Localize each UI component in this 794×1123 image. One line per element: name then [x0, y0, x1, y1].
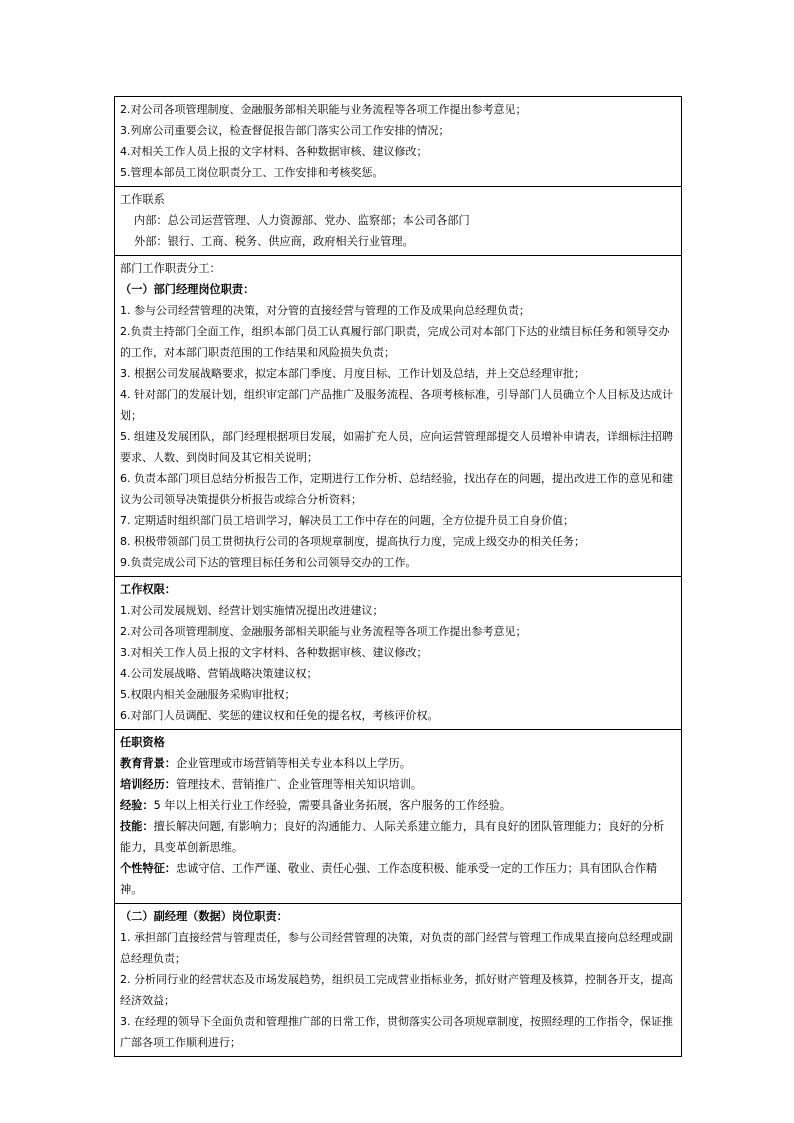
list-item: 6. 负责本部门项目总结分析报告工作，定期进行工作分析、总结经验，找出存在的问题，提出改进工作的意见和建议为公司领导决策提供分析报告或综合分析资料；: [120, 472, 673, 506]
list-item: 3. 在经理的领导下全面负责和管理推广部的日常工作，贯彻落实公司各项规章制度，按照经理的工作指令，保证推广部各项工作顺利进行；: [120, 1015, 673, 1049]
list-item: 2.对公司各项管理制度、金融服务部相关职能与业务流程等各项工作提出参考意见；: [120, 625, 527, 638]
external-contact: 外部：银行、工商、税务、供应商，政府相关行业管理。: [134, 235, 414, 248]
list-item: 2.对公司各项管理制度、金融服务部相关职能与业务流程等各项工作提出参考意见；: [120, 103, 527, 116]
work-contact-title: 工作联系: [120, 193, 165, 206]
list-item: 4. 针对部门的发展计划，组织审定部门产品推广及服务流程、各项考核标准，引导部门人员确立个人目标及达成计划；: [120, 388, 673, 422]
qualification-cell: [115, 730, 681, 904]
experience-line: [120, 795, 675, 816]
training-line: [120, 774, 675, 795]
list-item: 2. 分析同行业的经营状态及市场发展趋势，组织员工完成营业指标业务，抓好财产管理及核算，控制各开支，提高经济效益；: [120, 973, 673, 1007]
deputy-duties-cell: [115, 904, 681, 1056]
personality-line: [120, 858, 675, 900]
list-item: 1.对公司发展规划、经营计划实施情况提出改进建议；: [120, 604, 384, 617]
education-value: 企业管理或市场营销等相关专业本科以上学历。: [175, 757, 411, 770]
qualification-heading: 任职资格: [120, 736, 165, 749]
deputy-duties-heading: （二）副经理（数据）岗位职责：: [120, 910, 288, 923]
experience-label: 经验：: [120, 799, 154, 812]
internal-contact: 内部：总公司运营管理、人力资源部、党办、监察部；本公司各部门: [134, 214, 470, 227]
authority-cell: [115, 577, 681, 730]
skills-line: [120, 816, 675, 858]
list-item: 1. 承担部门直接经营与管理责任，参与公司经营管理的决策，对负责的部门经营与管理工作成果直接向总经理或副总经理负责；: [120, 931, 673, 965]
list-item: 2.负责主持部门全面工作，组织本部门员工认真履行部门职责，完成公司对本部门下达的业绩目标任务和领导交办的工作，对本部门职责范围的工作结果和风险损失负责；: [120, 325, 670, 359]
list-item: 8. 积极带领部门员工贯彻执行公司的各项规章制度，提高执行力度，完成上级交办的相关任务；: [120, 535, 585, 548]
list-item: 4.对相关工作人员上报的文字材料、各种数据审核、建议修改；: [120, 145, 428, 158]
list-item: 3.对相关工作人员上报的文字材料、各种数据审核、建议修改；: [120, 646, 428, 659]
duties-intro: 部门工作职责分工：: [120, 262, 221, 275]
list-item: 5.管理本部员工岗位职责分工、工作安排和考核奖惩。: [120, 166, 384, 179]
list-item: 9.负责完成公司下达的管理目标任务和公司领导交办的工作。: [120, 556, 417, 569]
work-contact-cell: [115, 187, 681, 256]
list-item: 5.权限内相关金融服务采购审批权；: [120, 688, 296, 701]
list-item: 6.对部门人员调配、奖惩的建议权和任免的提名权，考核评价权。: [120, 709, 439, 722]
training-label: 培训经历：: [120, 778, 176, 791]
manager-duties-cell: [115, 256, 681, 577]
skills-value: 擅长解决问题, 有影响力；良好的沟通能力、人际关系建立能力，具有良好的团队管理能力；良好的分析能力，具变革创新思维。: [120, 820, 665, 854]
education-line: [120, 753, 675, 774]
skills-label: 技能：: [120, 820, 154, 833]
education-label: 教育背景：: [120, 757, 176, 770]
responsibilities-continued-cell: [115, 97, 681, 187]
list-item: 7. 定期适时组织部门员工培训学习，解决员工工作中存在的问题，全方位提升员工自身价值；: [120, 514, 574, 527]
list-item: 5. 组建及发展团队，部门经理根据项目发展，如需扩充人员，应向运营管理部提交人员增补申请表，详细标注招聘要求、人数、到岗时间及其它相关说明；: [120, 430, 673, 464]
list-item: 3.列席公司重要会议，检查督促报告部门落实公司工作安排的情况；: [120, 124, 450, 137]
personality-value: 忠诚守信、工作严谨、敬业、责任心强、工作态度积极、能承受一定的工作压力；具有团队合作精神。: [120, 862, 658, 896]
training-value: 管理技术、营销推广、企业管理等相关知识培训。: [175, 778, 423, 791]
list-item: 1. 参与公司经营管理的决策，对分管的直接经营与管理的工作及成果向总经理负责；: [120, 304, 530, 317]
personality-label: 个性特征：: [120, 862, 176, 875]
authority-heading: 工作权限：: [120, 583, 176, 596]
list-item: 3. 根据公司发展战略要求，拟定本部门季度、月度目标、工作计划及总结，并上交总经理审批；: [120, 367, 585, 380]
job-description-table: [114, 96, 682, 1057]
manager-duties-heading: （一）部门经理岗位职责：: [120, 283, 255, 296]
list-item: 4.公司发展战略、营销战略决策建议权；: [120, 667, 318, 680]
experience-value: 5 年以上相关行业工作经验，需要具备业务拓展，客户服务的工作经验。: [153, 799, 512, 812]
